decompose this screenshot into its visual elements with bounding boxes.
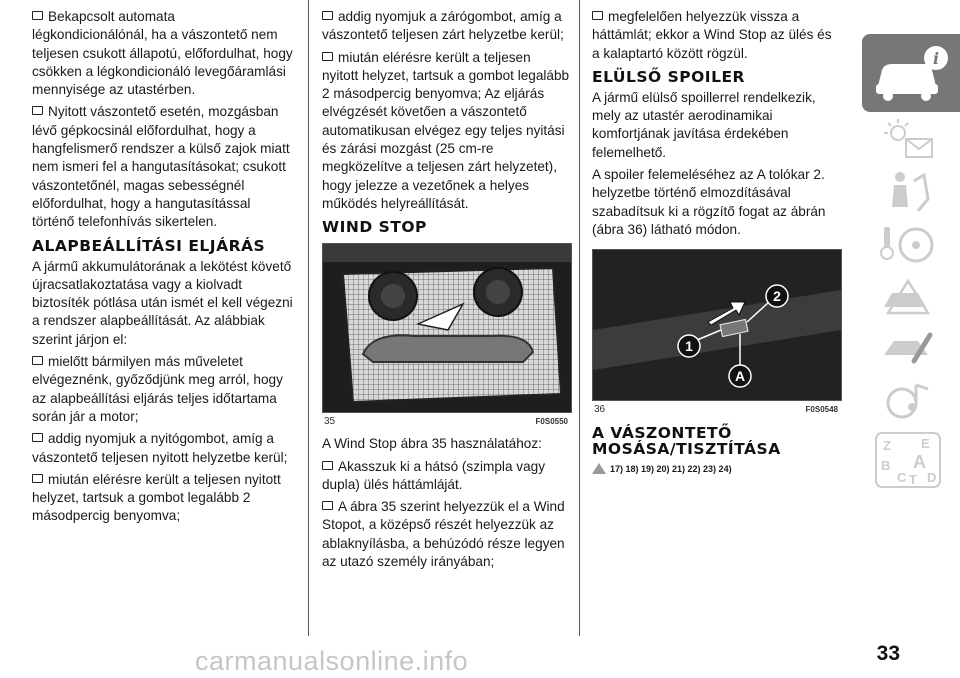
key-steering-icon bbox=[878, 221, 938, 267]
sidebar-item-safety[interactable] bbox=[855, 168, 960, 216]
callout-2: 2 bbox=[773, 288, 781, 305]
svg-text:i: i bbox=[932, 49, 940, 68]
bullet-paragraph: mielőtt bármilyen más műveletet elvégeznénk, győződjünk meg arról, hogy az alapbeállítási eljárás teljes időtartama során jár a motor; bbox=[32, 353, 294, 426]
paragraph: A spoiler felemeléséhez az A tolókar 2. helyzetbe történő elmozdításával szabadítsuk ki a rögzítő fogat az ábrán (ábra 36) látható módon. bbox=[592, 167, 826, 237]
column-right bbox=[592, 8, 840, 474]
index-letter: D bbox=[926, 470, 936, 485]
section-heading: WIND STOP bbox=[322, 218, 427, 237]
figure-35 bbox=[322, 243, 570, 429]
paragraph: A Wind Stop ábra 35 használatához: bbox=[322, 436, 542, 452]
paragraph: A jármű elülső spoillerrel rendelkezik, mely az utastér aerodinamikai komfortjának javítása érdekében felemelhető. bbox=[592, 89, 816, 160]
bullet-paragraph: miután elérésre került a teljesen nyitott helyzet, tartsuk a gombot legalább 2 másodpercig benyomva; bbox=[32, 471, 294, 526]
sidebar-item-starting-driving[interactable] bbox=[855, 220, 960, 268]
bullet-paragraph: A ábra 35 szerint helyezzük el a Wind Stopot, a középső részét helyezzük az ablaknyílásba, a behúzódó része legyen az utazó személy irányában; bbox=[322, 498, 570, 571]
airbag-seat-icon bbox=[878, 169, 938, 215]
index-letter: T bbox=[908, 472, 917, 487]
callout-a: A bbox=[734, 368, 746, 385]
callout-1: 1 bbox=[685, 338, 693, 355]
front-spoiler-illustration bbox=[593, 250, 841, 400]
service-wrench-icon bbox=[878, 325, 938, 371]
watermark: carmanualsonline.info bbox=[195, 646, 469, 676]
index-letter: B bbox=[880, 458, 890, 473]
paragraph: A jármű akkumulátorának a lekötést követő újracsatlakoztatása vagy a kiolvadt biztosíték pótlása után ismét el kell végezni a rendszer alapbeállítását. Az alábbiak szerint járjon el: bbox=[32, 258, 293, 347]
bullet-paragraph: Bekapcsolt automata légkondicionálónál, ha a vászontető nem teljesen csukott állapotú, előfordulhat, hogy csökken a légkondicionáló levegőáramlási mennyisége az utastérben. bbox=[32, 8, 294, 99]
column-divider bbox=[308, 0, 309, 636]
column-left bbox=[32, 8, 294, 530]
sidebar-item-vehicle-info[interactable] bbox=[855, 34, 960, 112]
wind-stop-image bbox=[322, 243, 572, 413]
figure-code: F0S0550 bbox=[535, 416, 568, 426]
index-letter: E bbox=[920, 436, 930, 451]
front-spoiler-image bbox=[592, 249, 842, 401]
figure-number: 35 bbox=[324, 415, 336, 427]
bullet-paragraph: Akasszuk ki a hátsó (szimpla vagy dupla) ülés háttámláját. bbox=[322, 458, 570, 495]
figure-number: 36 bbox=[594, 403, 606, 415]
index-letter: A bbox=[912, 452, 926, 472]
chapter-sidebar bbox=[855, 34, 960, 496]
warning-references bbox=[592, 463, 840, 474]
warning-triangle-icon bbox=[592, 463, 606, 474]
page-number: 33 bbox=[876, 642, 900, 665]
section-heading: A VÁSZONTETŐ MOSÁSA/TISZTÍTÁSA bbox=[592, 424, 781, 459]
index-letters-icon bbox=[873, 430, 943, 490]
column-divider bbox=[579, 0, 580, 636]
bullet-paragraph: addig nyomjuk a zárógombot, amíg a vászontető teljesen zárt helyzetbe kerül; bbox=[322, 8, 570, 45]
bullet-paragraph: megfelelően helyezzük vissza a háttámlát; ekkor a Wind Stop az ülés és a kalaptartó között rögzül. bbox=[592, 8, 840, 63]
section-heading: ELÜLSŐ SPOILER bbox=[592, 67, 745, 86]
sidebar-item-multimedia[interactable] bbox=[855, 376, 960, 424]
breakdown-icon bbox=[878, 273, 938, 319]
sidebar-item-index[interactable] bbox=[855, 428, 960, 492]
sidebar-item-emergency[interactable] bbox=[855, 272, 960, 320]
warning-reference-text: 17) 18) 19) 20) 21) 22) 23) 24) bbox=[610, 463, 732, 474]
index-letter: C bbox=[896, 470, 906, 485]
bullet-paragraph: addig nyomjuk a nyitógombot, amíg a vászontető teljesen nyitott helyzetbe kerül; bbox=[32, 430, 294, 467]
sidebar-item-lights[interactable] bbox=[855, 116, 960, 164]
bullet-paragraph: Nyitott vászontető esetén, mozgásban lévő gépkocsinál előfordulhat, hogy a hangfelismerő rendszer a külső zajok miatt nem ismeri fel a hangutasításokat; csukott vászontetőnél, magas sebességnél előfordulhat, hogy a hangutasítással történő telefonhívás sikertelen. bbox=[32, 103, 294, 231]
index-letter: Z bbox=[882, 438, 891, 453]
figure-code: F0S0548 bbox=[805, 404, 838, 414]
column-middle bbox=[322, 8, 570, 575]
figure-caption bbox=[592, 401, 840, 417]
figure-caption bbox=[322, 413, 570, 429]
wind-stop-illustration bbox=[323, 244, 571, 412]
section-heading: ALAPBEÁLLÍTÁSI ELJÁRÁS bbox=[32, 236, 266, 255]
multimedia-icon bbox=[878, 377, 938, 423]
car-info-icon bbox=[862, 34, 960, 112]
lights-warning-icon bbox=[878, 117, 938, 163]
bullet-paragraph: miután elérésre került a teljesen nyitott helyzet, tartsuk a gombot legalább 2 másodpercig benyomva; Az eljárás elvégzését követően a vászontető automatikusan elvégez egy teljes nyitási és zárási mozgást (25 cm-re megközelítve a teljesen zárt helyzetet), hogy jelezze a vezetőnek a helyes működés helyreállítását. bbox=[322, 49, 570, 214]
figure-36 bbox=[592, 249, 840, 417]
sidebar-item-maintenance[interactable] bbox=[855, 324, 960, 372]
